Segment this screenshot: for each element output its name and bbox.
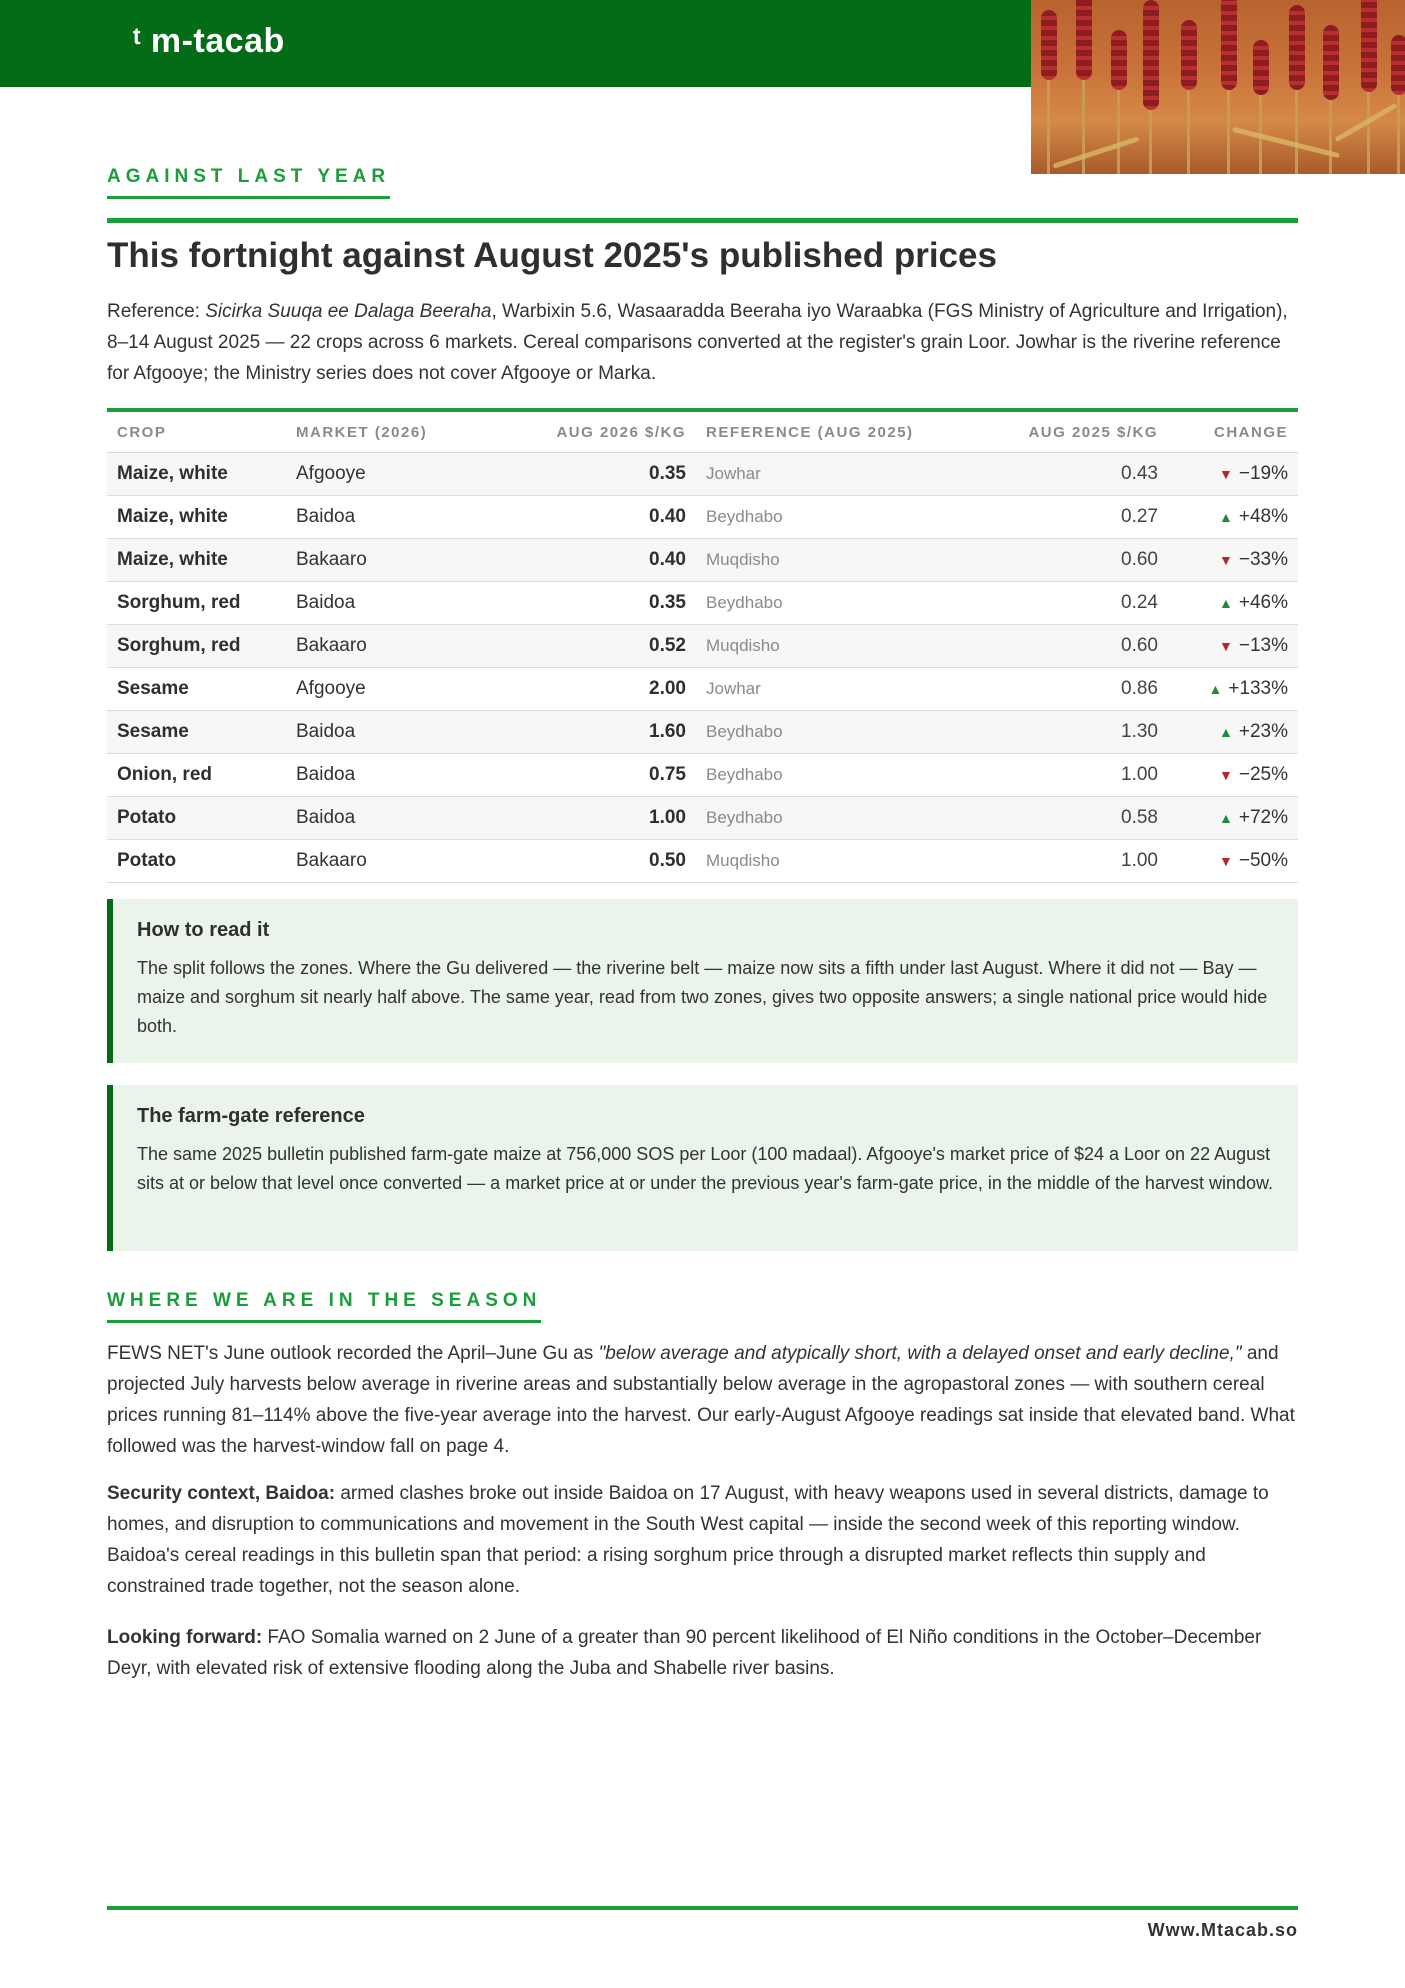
arrow-down-icon: ▼ — [1219, 767, 1233, 783]
cell-crop: Maize, white — [107, 539, 286, 582]
sorghum-stem-shape — [1367, 92, 1370, 174]
sorghum-head-shape — [1041, 10, 1057, 80]
cell-aug-2026-price: 0.75 — [526, 754, 696, 797]
callout-text: The split follows the zones. Where the Gu delivered — the riverine belt — maize now sits a fifth under last August. Where it did not — Bay — maize and sorghum sit nearly half above. The same year, read from two zones, gives two opposite answers; a single national price would hide both. — [137, 958, 1268, 1036]
cell-aug-2026-price: 0.35 — [526, 453, 696, 496]
sorghum-head-shape — [1323, 25, 1339, 100]
sorghum-stem-shape — [1295, 90, 1298, 174]
cell-reference-market: Beydhabo — [696, 797, 976, 840]
sorghum-stem-shape — [1047, 80, 1050, 174]
cell-market: Baidoa — [286, 496, 526, 539]
brand-logo-text: m-tacab — [150, 22, 285, 60]
paragraph-label: Security context, Baidoa: — [107, 1483, 336, 1504]
cell-aug-2026-price: 1.00 — [526, 797, 696, 840]
intro-prefix: Reference: — [107, 301, 206, 322]
paragraph-fews-net — [107, 1338, 1298, 1462]
cell-crop: Sesame — [107, 668, 286, 711]
cell-aug-2025-price: 0.27 — [976, 496, 1168, 539]
cell-crop: Maize, white — [107, 453, 286, 496]
table-row — [107, 539, 1298, 582]
sorghum-head-shape — [1111, 30, 1127, 90]
intro-text: , Warbixin 5.6, Wasaaradda Beeraha iyo Waraabka (FGS Ministry of Agriculture and Irrigation), 8–14 August 2025 — 22 crops across 6 markets. Cereal comparisons converted at the register's grain Loor. Jowhar is the riverine reference for Afgooye; the Ministry series does not cover Afgooye or Marka. — [107, 301, 1288, 384]
cell-aug-2025-price: 0.43 — [976, 453, 1168, 496]
cell-market: Baidoa — [286, 711, 526, 754]
paragraph-looking-forward — [107, 1622, 1298, 1684]
table-body — [107, 453, 1298, 883]
brand-logo-mark-icon: ᵗ — [133, 22, 141, 60]
cell-aug-2026-price: 0.40 — [526, 539, 696, 582]
col-header-market: MARKET (2026) — [286, 410, 526, 453]
col-header-aug-2026: AUG 2026 $/KG — [526, 410, 696, 453]
cell-reference-market: Jowhar — [696, 453, 976, 496]
change-value: +46% — [1238, 592, 1288, 613]
table-row — [107, 453, 1298, 496]
cell-change — [1168, 840, 1298, 883]
cell-aug-2025-price: 0.58 — [976, 797, 1168, 840]
col-header-change: CHANGE — [1168, 410, 1298, 453]
sorghum-leaf-shape — [1052, 136, 1139, 169]
sorghum-leaf-shape — [1232, 127, 1340, 158]
callout-how-to-read — [107, 899, 1298, 1063]
cell-market: Afgooye — [286, 453, 526, 496]
sorghum-head-shape — [1181, 20, 1197, 90]
sorghum-stem-shape — [1227, 90, 1230, 174]
section-eyebrow-against-last-year: AGAINST LAST YEAR — [107, 166, 390, 199]
sorghum-head-shape — [1076, 0, 1092, 80]
cell-change — [1168, 496, 1298, 539]
cell-aug-2026-price: 1.60 — [526, 711, 696, 754]
arrow-up-icon: ▲ — [1219, 724, 1233, 740]
col-header-reference: REFERENCE (AUG 2025) — [696, 410, 976, 453]
cell-reference-market: Muqdisho — [696, 840, 976, 883]
cell-market: Afgooye — [286, 668, 526, 711]
cell-market: Bakaaro — [286, 840, 526, 883]
arrow-down-icon: ▼ — [1219, 853, 1233, 869]
change-value: −25% — [1238, 764, 1288, 785]
cell-aug-2025-price: 1.30 — [976, 711, 1168, 754]
cell-crop: Sesame — [107, 711, 286, 754]
callout-text: The same 2025 bulletin published farm-gate maize at 756,000 SOS per Loor (100 madaal). Afgooye's market price of $24 a Loor on 22 August sits at or below that level once converted — a market price at or under the previous year's farm-gate price, in the middle of the harvest window. — [137, 1144, 1273, 1193]
sorghum-head-shape — [1221, 0, 1237, 90]
cell-crop: Onion, red — [107, 754, 286, 797]
cell-market: Baidoa — [286, 582, 526, 625]
sorghum-stem-shape — [1397, 95, 1400, 174]
cell-reference-market: Beydhabo — [696, 496, 976, 539]
price-comparison-table — [107, 408, 1298, 883]
change-value: +48% — [1238, 506, 1288, 527]
change-value: −50% — [1238, 850, 1288, 871]
arrow-down-icon: ▼ — [1219, 638, 1233, 654]
change-value: +72% — [1238, 807, 1288, 828]
sorghum-leaf-shape — [1334, 103, 1397, 142]
arrow-up-icon: ▲ — [1219, 595, 1233, 611]
arrow-down-icon: ▼ — [1219, 552, 1233, 568]
arrow-up-icon: ▲ — [1219, 509, 1233, 525]
cell-change — [1168, 754, 1298, 797]
sorghum-stem-shape — [1149, 110, 1152, 174]
sorghum-head-shape — [1391, 35, 1405, 95]
cell-change — [1168, 582, 1298, 625]
reference-intro — [107, 296, 1298, 389]
change-value: −19% — [1238, 463, 1288, 484]
cell-crop: Sorghum, red — [107, 625, 286, 668]
paragraph-label: Looking forward: — [107, 1627, 263, 1648]
table-header-row — [107, 410, 1298, 453]
header-band — [0, 0, 1031, 87]
paragraph-text: FEWS NET's June outlook recorded the April–June Gu as — [107, 1343, 599, 1364]
cell-crop: Potato — [107, 840, 286, 883]
bulletin-title: Sicirka Suuqa ee Dalaga Beeraha — [205, 301, 492, 322]
change-value: −33% — [1238, 549, 1288, 570]
table-row — [107, 840, 1298, 883]
cell-reference-market: Beydhabo — [696, 582, 976, 625]
brand-logo[interactable] — [133, 22, 285, 61]
paragraph-text: FAO Somalia warned on 2 June of a greater than 90 percent likelihood of El Niño conditions in the October–December Deyr, with elevated risk of extensive flooding along the Juba and Shabelle river basins. — [107, 1627, 1262, 1679]
sorghum-head-shape — [1143, 0, 1159, 110]
sorghum-stem-shape — [1187, 90, 1190, 174]
cell-market: Bakaaro — [286, 539, 526, 582]
cell-aug-2026-price: 0.40 — [526, 496, 696, 539]
cell-aug-2026-price: 0.50 — [526, 840, 696, 883]
page-title: This fortnight against August 2025's published prices — [107, 236, 997, 275]
cell-aug-2026-price: 2.00 — [526, 668, 696, 711]
section-eyebrow-season: WHERE WE ARE IN THE SEASON — [107, 1290, 541, 1323]
cell-market: Bakaaro — [286, 625, 526, 668]
cell-change — [1168, 797, 1298, 840]
col-header-aug-2025: AUG 2025 $/KG — [976, 410, 1168, 453]
cell-reference-market: Muqdisho — [696, 539, 976, 582]
callout-farm-gate — [107, 1085, 1298, 1251]
cell-aug-2026-price: 0.52 — [526, 625, 696, 668]
cell-reference-market: Jowhar — [696, 668, 976, 711]
table-row — [107, 625, 1298, 668]
paragraph-security-context — [107, 1478, 1298, 1602]
cell-change — [1168, 625, 1298, 668]
arrow-up-icon: ▲ — [1208, 681, 1223, 697]
cell-reference-market: Beydhabo — [696, 754, 976, 797]
footer-website-link[interactable]: Www.Mtacab.so — [1147, 1920, 1298, 1940]
cell-market: Baidoa — [286, 754, 526, 797]
cell-change — [1168, 711, 1298, 754]
cell-change — [1168, 453, 1298, 496]
sorghum-head-shape — [1253, 40, 1269, 95]
table-row — [107, 711, 1298, 754]
paragraph-text: armed clashes broke out inside Baidoa on 17 August, with heavy weapons used in several districts, damage to homes, and disruption to communications and movement in the South West capital — inside the second week of this reporting window. Baidoa's cereal readings in this bulletin span that period: a rising sorghum price through a disrupted market reflects thin supply and constrained trade together, not the season alone. — [107, 1483, 1269, 1597]
cell-crop: Sorghum, red — [107, 582, 286, 625]
cell-reference-market: Beydhabo — [696, 711, 976, 754]
cell-change — [1168, 539, 1298, 582]
sorghum-field-photo — [1031, 0, 1405, 174]
paragraph-text: and projected July harvests below average in riverine areas and substantially below average in the agropastoral zones — with southern cereal prices running 81–114% above the five-year average into the harvest. Our early-August Afgooye readings sat inside that elevated band. What followed was the harvest-window fall on page 4. — [107, 1343, 1295, 1457]
footer-divider — [107, 1906, 1298, 1910]
cell-reference-market: Muqdisho — [696, 625, 976, 668]
cell-aug-2025-price: 0.86 — [976, 668, 1168, 711]
col-header-crop: CROP — [107, 410, 286, 453]
cell-aug-2025-price: 1.00 — [976, 840, 1168, 883]
table-row — [107, 797, 1298, 840]
change-value: −13% — [1238, 635, 1288, 656]
cell-crop: Potato — [107, 797, 286, 840]
cell-market: Baidoa — [286, 797, 526, 840]
table-row — [107, 496, 1298, 539]
cell-aug-2025-price: 0.60 — [976, 625, 1168, 668]
change-value: +23% — [1238, 721, 1288, 742]
arrow-up-icon: ▲ — [1219, 810, 1233, 826]
cell-change — [1168, 668, 1298, 711]
table-row — [107, 668, 1298, 711]
fews-net-quote: "below average and atypically short, with a delayed onset and early decline," — [598, 1343, 1242, 1364]
cell-crop: Maize, white — [107, 496, 286, 539]
table-row — [107, 582, 1298, 625]
change-value: +133% — [1228, 678, 1288, 699]
arrow-down-icon: ▼ — [1219, 466, 1233, 482]
sorghum-stem-shape — [1082, 80, 1085, 174]
section-divider — [107, 218, 1298, 223]
sorghum-head-shape — [1361, 0, 1377, 92]
cell-aug-2025-price: 0.24 — [976, 582, 1168, 625]
sorghum-stem-shape — [1329, 100, 1332, 174]
sorghum-stem-shape — [1117, 90, 1120, 174]
cell-aug-2026-price: 0.35 — [526, 582, 696, 625]
callout-title: The farm-gate reference — [137, 1105, 365, 1127]
table-row — [107, 754, 1298, 797]
cell-aug-2025-price: 0.60 — [976, 539, 1168, 582]
cell-aug-2025-price: 1.00 — [976, 754, 1168, 797]
callout-title: How to read it — [137, 919, 270, 941]
sorghum-head-shape — [1289, 5, 1305, 90]
